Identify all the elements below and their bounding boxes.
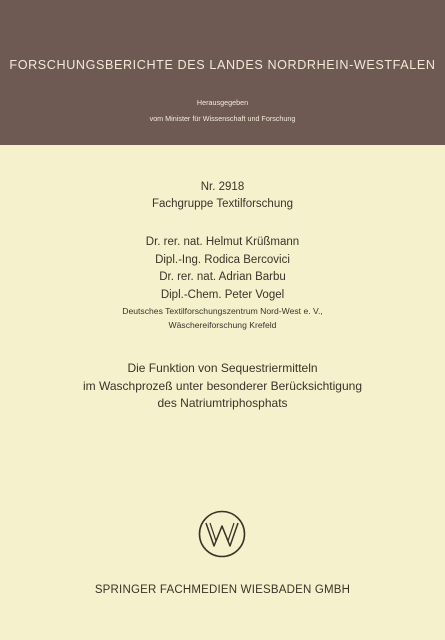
series-header-band: [0, 0, 445, 145]
title-line: Die Funktion von Sequestriermitteln: [127, 361, 318, 375]
author: Dipl.-Chem. Peter Vogel: [160, 288, 285, 301]
author: Dr. rer. nat. Helmut Krüßmann: [145, 236, 300, 248]
title-line: des Natriumtriphosphats: [157, 396, 288, 410]
series-title: FORSCHUNGSBERICHTE DES LANDES NORDRHEIN-WESTFALEN: [9, 58, 436, 72]
institution-line: Wäschereiforschung Krefeld: [168, 320, 277, 330]
author: Dipl.-Ing. Rodica Bercovici: [155, 253, 290, 266]
research-group: Fachgruppe Textilforschung: [151, 198, 294, 210]
report-number: Nr. 2918: [200, 181, 245, 193]
published-by-label: Herausgegeben: [196, 98, 249, 107]
book-title: [0, 360, 445, 413]
institution-line: Deutsches Textilforschungszentrum Nord-West e. V.,: [122, 306, 323, 316]
author-list: [0, 234, 445, 304]
springer-w-circle-icon: [197, 509, 247, 559]
title-line: im Waschprozeß unter besonderer Berücksichtigung: [82, 378, 363, 393]
publisher-name: SPRINGER FACHMEDIEN WIESBADEN GMBH: [94, 584, 351, 596]
author: Dr. rer. nat. Adrian Barbu: [159, 271, 286, 283]
minister-label: vom Minister für Wissenschaft und Forschung: [149, 114, 296, 123]
institution: [0, 304, 445, 332]
